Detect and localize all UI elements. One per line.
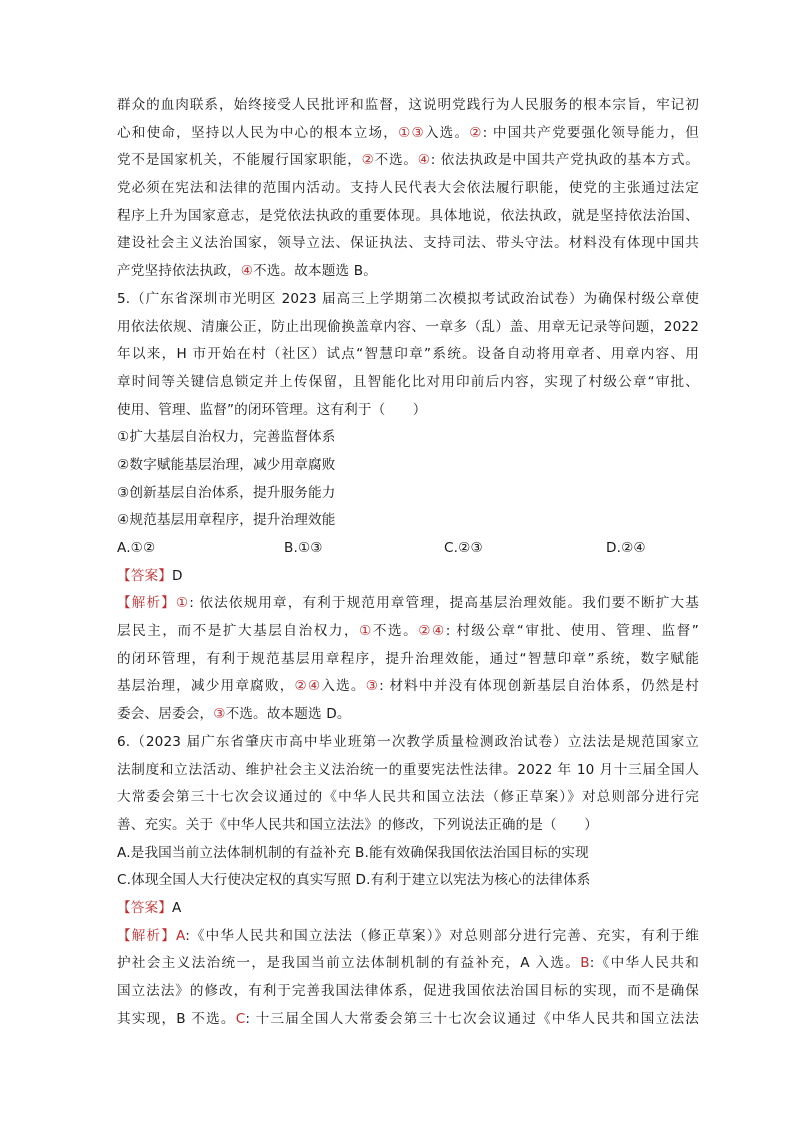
text: : 材料中并没有体现创新基层自治体系，仍然是村 xyxy=(379,678,699,695)
text: 法制度和立法活动、维护社会主义法治统一的重要宪法性法律。2022 年 10 月十三届全国人 xyxy=(117,761,699,778)
option-marker: ①③ xyxy=(398,124,425,141)
text: 心和使命，坚持以人民为中心的根本立场， xyxy=(117,124,399,141)
option-marker: ② xyxy=(361,152,375,169)
option-marker: ① xyxy=(175,595,190,612)
text: : 依法执政是中国共产党执政的基本方式。 xyxy=(430,152,699,169)
text: :《中华人民共和国立法法（修正草案）》对总则部分进行完善、充实，有利于维 xyxy=(185,927,699,944)
text: 不选。故本题选 D。 xyxy=(225,706,351,723)
answer-value: A xyxy=(171,899,182,916)
question-5-stem xyxy=(117,286,699,314)
option-marker: ④ xyxy=(417,152,431,169)
answer-value: D xyxy=(171,567,183,584)
text: 不选。 xyxy=(374,152,418,169)
text: 国立法法》的修改，有利于完善我国法律体系，促进我国依法治国目标的实现，而不是确保 xyxy=(117,983,699,999)
question-6-stem xyxy=(117,729,699,757)
text: 基层治理，减少用章腐败， xyxy=(117,678,295,695)
text: ④规范基层用章程序，提升治理效能 xyxy=(117,512,336,529)
paragraph-line xyxy=(117,147,699,175)
choice-b: B.①③ xyxy=(284,540,323,556)
question-5-stem xyxy=(117,341,699,369)
paragraph-line xyxy=(117,203,699,231)
answer-line xyxy=(117,895,699,923)
question-6-stem xyxy=(117,812,699,840)
text: 其实现，B 不选。 xyxy=(117,1010,236,1027)
text: ③创新基层自治体系，提升服务能力 xyxy=(117,484,336,501)
text: 的闭环管理，有利于规范基层用章程序，提升治理效能，通过“智慧印章”系统，数字赋能 xyxy=(117,650,699,667)
text: 年以来，H 市开始在村（社区）试点“智慧印章”系统。设备自动将用章者、用章内容、用 xyxy=(117,346,699,363)
page-content xyxy=(117,92,699,1033)
text: 党不是国家机关，不能履行国家职能， xyxy=(117,152,362,169)
analysis-line xyxy=(117,1006,699,1034)
analysis-line xyxy=(117,701,699,729)
option-marker: ③ xyxy=(213,706,226,723)
text: 章时间等关键信息锁定并上传保留，且智能化比对用印前后内容，实现了村级公章“审批、 xyxy=(117,373,699,390)
answer-label: 【答案】 xyxy=(117,567,172,584)
paragraph-line xyxy=(117,120,699,148)
choice-a: A.①② xyxy=(117,540,156,556)
option-marker: ②④ xyxy=(294,678,322,695)
paragraph-line xyxy=(117,258,699,286)
option-marker: ②④ xyxy=(418,623,446,640)
analysis-line xyxy=(117,590,699,618)
statement-4 xyxy=(117,507,699,535)
text: 护社会主义法治统一，是我国当前立法体制机制的有益补充，A 入选。 xyxy=(117,955,581,972)
choice-c: C.②③ xyxy=(444,540,483,556)
statement-1 xyxy=(117,424,699,452)
question-5-stem xyxy=(117,314,699,342)
text: ②数字赋能基层治理，减少用章腐败 xyxy=(117,456,336,473)
text: 6.（2023 届广东省肇庆市高中毕业班第一次教学质量检测政治试卷）立法法是规范国家立 xyxy=(117,733,699,750)
analysis-line xyxy=(117,923,699,951)
analysis-line xyxy=(117,978,699,1006)
text: 不选。故本题选 B。 xyxy=(253,263,377,280)
paragraph-line xyxy=(117,230,699,258)
question-6-stem xyxy=(117,784,699,812)
option-marker: C xyxy=(235,1010,246,1027)
answer-label: 【答案】 xyxy=(117,899,172,916)
paragraph-line xyxy=(117,175,699,203)
analysis-label: 【解析】 xyxy=(117,927,176,944)
text: 入选。 xyxy=(424,124,470,141)
text: 群众的血肉联系，始终接受人民批评和监督，这说明党践行为人民服务的根本宗旨，牢记初 xyxy=(117,97,699,113)
answer-choices xyxy=(117,535,699,563)
text: 入选。 xyxy=(321,678,366,695)
text: C.体现全国人大行使决定权的真实写照 D.有利于建立以宪法为核心的法律体系 xyxy=(117,872,591,889)
text: :《中华人民共和 xyxy=(589,955,700,972)
text: 不选。 xyxy=(372,623,419,640)
text: : 依法依规用章，有利于规范用章管理，提高基层治理效能。我们要不断扩大基 xyxy=(189,595,699,612)
analysis-line xyxy=(117,950,699,978)
choices-ab xyxy=(117,840,699,868)
choice-d: D.②④ xyxy=(606,540,646,556)
option-marker: A xyxy=(175,927,186,944)
text: A.是我国当前立法体制机制的有益补充 B.能有效确保我国依法治国目标的实现 xyxy=(117,844,589,861)
text: 产党坚持依法执政， xyxy=(117,263,241,280)
analysis-line xyxy=(117,646,699,674)
text: : 村级公章“审批、使用、管理、监督” xyxy=(445,623,700,640)
text: 用依法依规、清廉公正，防止出现偷换盖章内容、一章多（乱）盖、用章无记录等问题，2022 xyxy=(117,318,699,335)
text: 程序上升为国家意志，是党依法执政的重要体现。具体地说，依法执政，就是坚持依法治国、 xyxy=(117,207,699,224)
text: ①扩大基层自治权力，完善监督体系 xyxy=(117,429,336,446)
text: : 十三届全国人大常委会第三十七次会议通过《中华人民共和国立法法 xyxy=(245,1010,699,1027)
text: 善、充实。关于《中华人民共和国立法法》的修改，下列说法正确的是（ ） xyxy=(117,816,599,833)
option-marker: ② xyxy=(469,124,483,141)
question-5-stem xyxy=(117,369,699,397)
question-5-stem xyxy=(117,397,699,425)
statement-2 xyxy=(117,452,699,480)
text: 党必须在宪法和法律的范围内活动。支持人民代表大会依法履行职能，使党的主张通过法定 xyxy=(117,180,699,197)
analysis-line xyxy=(117,618,699,646)
text: 大常委会第三十七次会议通过的《中华人民共和国立法法（修正草案）》对总则部分进行完 xyxy=(117,789,699,806)
option-marker: ④ xyxy=(240,263,254,280)
text: : 中国共产党要强化领导能力，但 xyxy=(482,124,699,141)
statement-3 xyxy=(117,480,699,508)
text: 委会、居委会， xyxy=(117,706,214,723)
text: 使用、管理、监督”的闭环管理。这有利于（ ） xyxy=(117,401,427,418)
option-marker: ① xyxy=(359,623,373,640)
choices-cd xyxy=(117,867,699,895)
option-marker: ③ xyxy=(365,678,380,695)
text: 层民主，而不是扩大基层自治权力， xyxy=(117,623,360,640)
text: 建设社会主义法治国家，领导立法、保证执法、支持司法、带头守法。材料没有体现中国共 xyxy=(117,235,699,252)
analysis-line xyxy=(117,673,699,701)
text: 5.（广东省深圳市光明区 2023 届高三上学期第二次模拟考试政治试卷）为确保村级公章使 xyxy=(117,290,699,307)
answer-line xyxy=(117,563,699,591)
paragraph-line xyxy=(117,92,699,120)
option-marker: B xyxy=(580,955,590,972)
analysis-label: 【解析】 xyxy=(117,595,176,612)
question-6-stem xyxy=(117,757,699,785)
